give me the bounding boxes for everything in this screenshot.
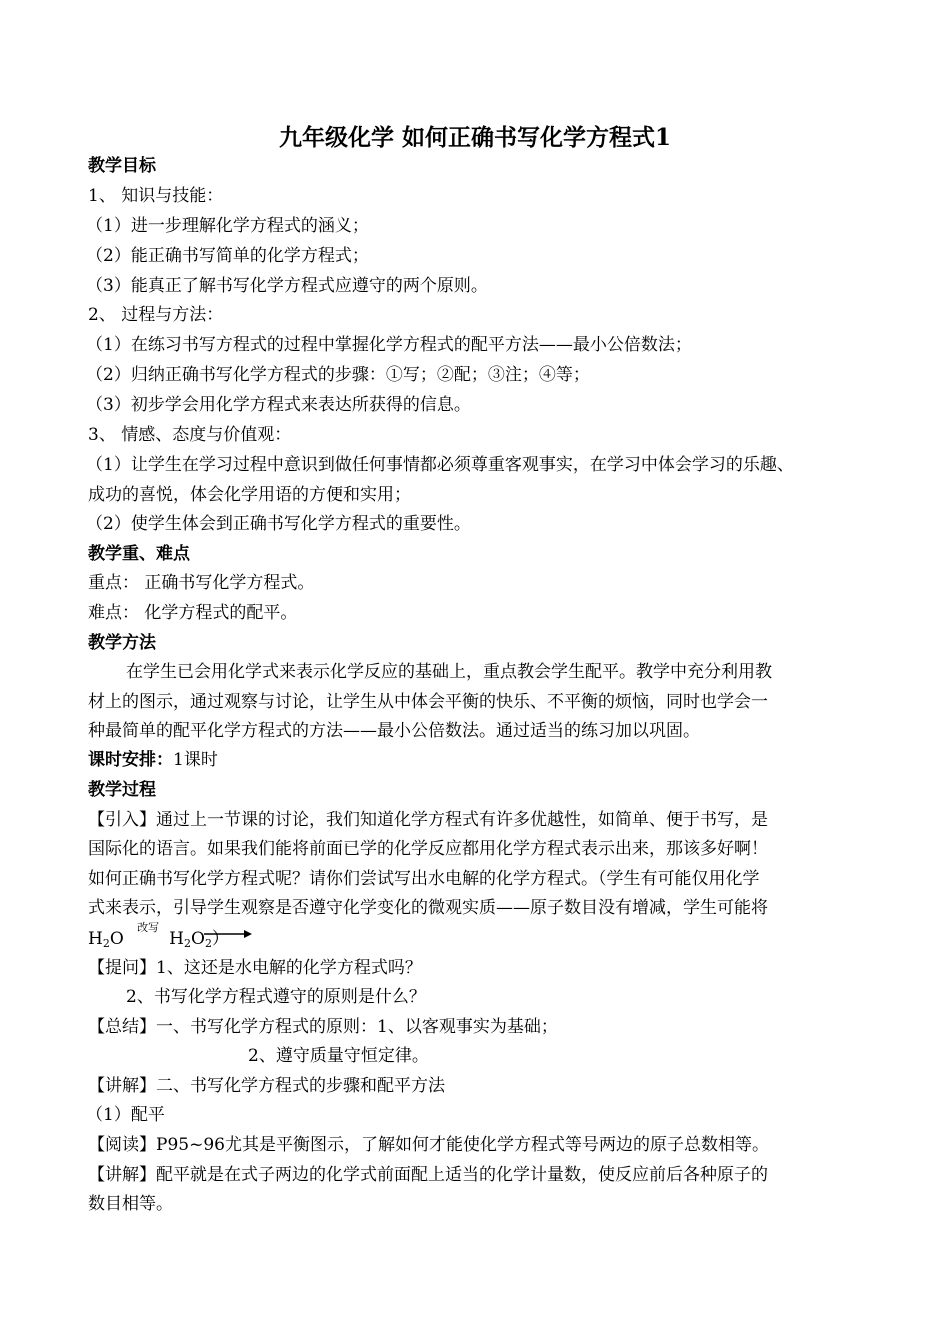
- summary-line-2: 2、遵守质量守恒定律。: [248, 1046, 429, 1066]
- goal-section-2: 2、 过程与方法：: [88, 305, 224, 325]
- schedule-line: [88, 745, 218, 775]
- lecture-2-line-1: 【讲解】配平就是在式子两边的化学式前面配上适当的化学计量数，使反应前后各种原子的: [88, 1165, 768, 1185]
- heading-teaching-goals: 教学目标: [88, 156, 156, 176]
- goal-3-item-2: （2）使学生体会到正确书写化学方程式的重要性。: [86, 514, 471, 534]
- arrow-label: 改写: [137, 921, 160, 934]
- heading-key-points: 教学重、难点: [88, 544, 190, 564]
- intro-line-4: 式来表示，引导学生观察是否遵守化学变化的微观实质——原子数目没有增减，学生可能将: [88, 898, 768, 918]
- goal-1-item-2: （2）能正确书写简单的化学方程式；: [86, 246, 369, 266]
- goal-1-item-3: （3）能真正了解书写化学方程式应遵守的两个原则。: [86, 276, 488, 296]
- balance-item: （1）配平: [86, 1105, 165, 1125]
- goal-2-item-1: （1）在练习书写方程式的过程中掌握化学方程式的配平方法——最小公倍数法；: [86, 335, 692, 355]
- schedule-value: 1课时: [173, 750, 218, 770]
- lecture-line: 【讲解】二、书写化学方程式的步骤和配平方法: [88, 1076, 445, 1096]
- goal-3-item-1: （1）让学生在学习过程中意识到做任何事情都必须尊重客观事实，在学习中体会学习的乐趣、: [86, 455, 794, 475]
- goal-section-1: 1、 知识与技能：: [88, 186, 224, 206]
- heading-teaching-method: 教学方法: [88, 633, 156, 653]
- goal-1-item-1: （1）进一步理解化学方程式的涵义；: [86, 216, 369, 236]
- method-para-line-2: 材上的图示，通过观察与讨论，让学生从中体会平衡的快乐、不平衡的烦恼，同时也学会一: [88, 692, 768, 712]
- intro-line-3: 如何正确书写化学方程式呢？请你们尝试写出水电解的化学方程式。（学生有可能仅用化学: [88, 869, 760, 889]
- difficult-point: 难点： 化学方程式的配平。: [88, 603, 298, 623]
- method-para-line-1: 在学生已会用化学式来表示化学反应的基础上，重点教会学生配平。教学中充分利用教: [126, 662, 772, 682]
- question-2: 2、书写化学方程式遵守的原则是什么？: [126, 987, 426, 1007]
- equation-left: $H_2O$: [88, 929, 124, 950]
- key-point: 重点： 正确书写化学方程式。: [88, 573, 315, 593]
- equation-right: $H_2O_2$）: [169, 929, 229, 950]
- heading-teaching-process: 教学过程: [88, 780, 156, 800]
- reaction-arrow: [129, 921, 215, 954]
- reading-line: 【阅读】P95~96尤其是平衡图示，了解如何才能使化学方程式等号两边的原子总数相等。: [88, 1135, 769, 1155]
- intro-line-1: 【引入】通过上一节课的讨论，我们知道化学方程式有许多优越性，如简单、便于书写，是: [88, 810, 768, 830]
- goal-2-item-2: （2）归纳正确书写化学方程式的步骤：①写；②配；③注；④等；: [86, 365, 590, 385]
- summary-line-1: 【总结】一、书写化学方程式的原则：1、以客观事实为基础；: [88, 1017, 558, 1037]
- goal-3-item-1-cont: 成功的喜悦，体会化学用语的方便和实用；: [88, 485, 411, 505]
- goal-section-3: 3、 情感、态度与价值观：: [88, 425, 292, 445]
- schedule-label: 课时安排：: [88, 750, 173, 770]
- document-title: 九年级化学 如何正确书写化学方程式1: [278, 124, 671, 151]
- lecture-2-line-2: 数目相等。: [88, 1194, 173, 1214]
- method-para-line-3: 种最简单的配平化学方程式的方法——最小公倍数法。通过适当的练习加以巩固。: [88, 721, 700, 741]
- question-1: 【提问】1、这还是水电解的化学方程式吗？: [88, 958, 422, 978]
- goal-2-item-3: （3）初步学会用化学方程式来表达所获得的信息。: [86, 395, 471, 415]
- intro-line-2: 国际化的语言。如果我们能将前面已学的化学反应都用化学方程式表示出来，那该多好啊！: [88, 839, 768, 859]
- arrow-icon: [204, 928, 252, 940]
